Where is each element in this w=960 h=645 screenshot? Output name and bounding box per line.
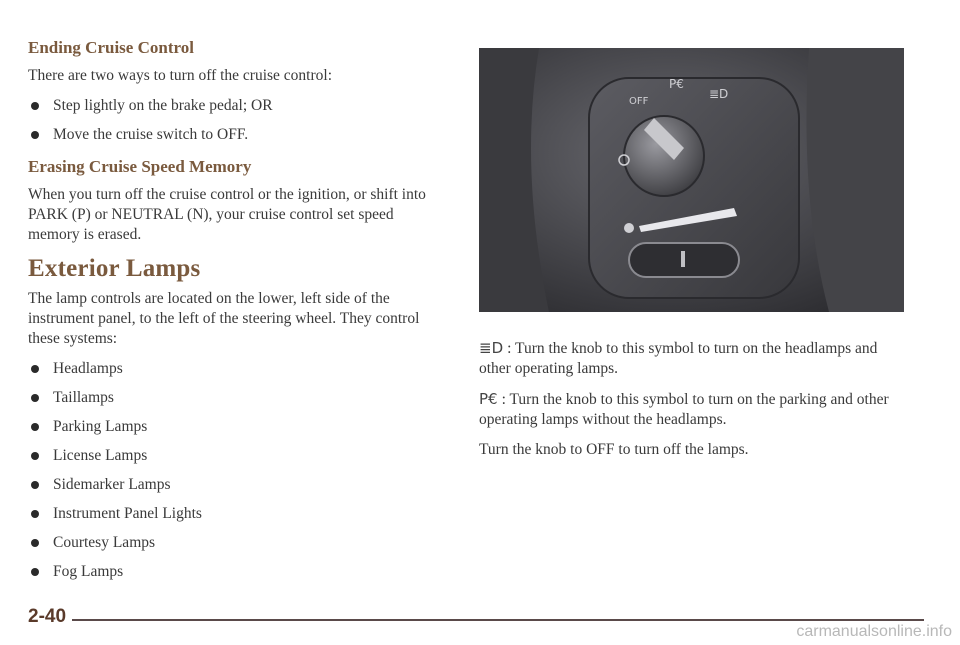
list-item: Parking Lamps bbox=[28, 417, 448, 437]
heading-ending-cruise: Ending Cruise Control bbox=[28, 38, 194, 57]
bullet-icon bbox=[31, 481, 39, 489]
list-item: Step lightly on the brake pedal; OR bbox=[28, 96, 448, 116]
list-item: Instrument Panel Lights bbox=[28, 504, 448, 524]
headlamp-description: ≣D : Turn the knob to this symbol to turn on the headlamps and other operating lamps. bbox=[479, 339, 878, 377]
exterior-text: The lamp controls are located on the lower, left side of the instrument panel, to the left of the steering wheel. They control these systems: bbox=[28, 290, 420, 347]
list-item: Taillamps bbox=[28, 388, 448, 408]
list-item: Move the cruise switch to OFF. bbox=[28, 125, 448, 145]
bullet-icon bbox=[31, 394, 39, 402]
bullet-icon bbox=[31, 131, 39, 139]
erasing-text: When you turn off the cruise control or the ignition, or shift into PARK (P) or NEUTRAL (N), your cruise control set speed memory is erased. bbox=[28, 186, 426, 243]
bullet-icon bbox=[31, 539, 39, 547]
bullet-icon bbox=[31, 102, 39, 110]
heading-exterior-lamps: Exterior Lamps bbox=[28, 255, 201, 282]
list-item: Headlamps bbox=[28, 359, 448, 379]
parking-description: P€ : Turn the knob to this symbol to turn on the parking and other operating lamps without the headlamps. bbox=[479, 390, 889, 428]
list-item: Courtesy Lamps bbox=[28, 533, 448, 553]
footer-rule bbox=[72, 619, 924, 621]
watermark: carmanualsonline.info bbox=[796, 623, 952, 640]
bullet-icon bbox=[31, 568, 39, 576]
heading-erasing-memory: Erasing Cruise Speed Memory bbox=[28, 157, 252, 176]
courtesy-icon bbox=[624, 223, 634, 233]
left-column bbox=[28, 38, 448, 594]
bullet-icon bbox=[31, 365, 39, 373]
list-item: License Lamps bbox=[28, 446, 448, 466]
list-item: Sidemarker Lamps bbox=[28, 475, 448, 495]
bullet-icon bbox=[31, 510, 39, 518]
headlamp-icon: ≣D bbox=[479, 339, 504, 357]
headlamp-switch-photo bbox=[479, 48, 904, 312]
photo-label-head: ≣D bbox=[709, 87, 729, 101]
exterior-list bbox=[28, 359, 448, 582]
ending-intro: There are two ways to turn off the cruise control: bbox=[28, 67, 333, 84]
photo-label-off: OFF bbox=[629, 96, 649, 107]
right-column bbox=[479, 48, 904, 470]
off-description: Turn the knob to OFF to turn off the lamps. bbox=[479, 441, 749, 458]
page-number: 2-40 bbox=[28, 606, 67, 627]
photo-label-park: P€ bbox=[669, 77, 684, 91]
parking-lamp-icon: P€ bbox=[479, 390, 498, 408]
bullet-icon bbox=[31, 452, 39, 460]
ending-list bbox=[28, 96, 448, 145]
page-footer bbox=[28, 606, 898, 628]
list-item: Fog Lamps bbox=[28, 562, 448, 582]
bullet-icon bbox=[31, 423, 39, 431]
